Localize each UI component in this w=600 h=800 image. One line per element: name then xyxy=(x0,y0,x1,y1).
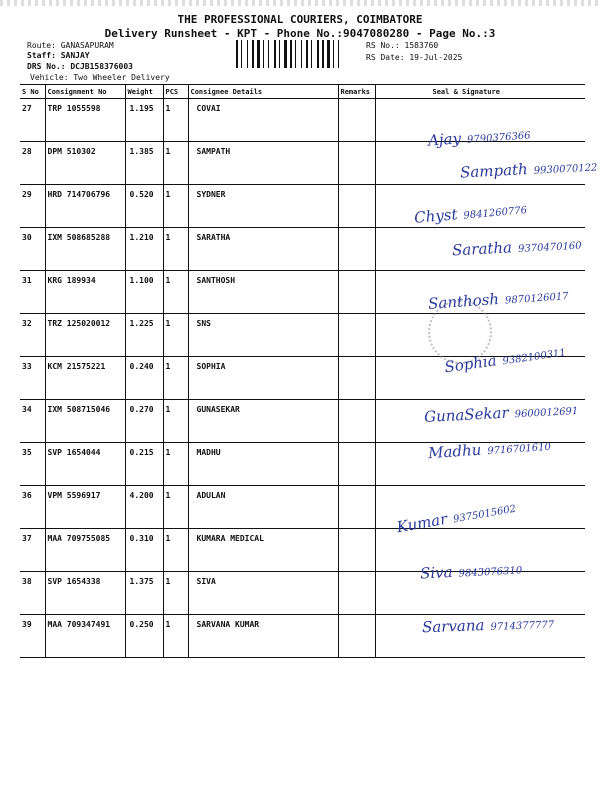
signature-phone: 9375015602 xyxy=(452,503,517,526)
cell-remarks xyxy=(338,185,375,228)
cell-consignee: SOPHIA xyxy=(188,357,338,400)
signature-name: Madhu xyxy=(427,440,482,463)
cell-remarks xyxy=(338,357,375,400)
cell-remarks xyxy=(338,99,375,142)
signature-phone: 9843076310 xyxy=(458,565,523,580)
cell-remarks xyxy=(338,443,375,486)
cell-consignee: SYDNER xyxy=(188,185,338,228)
cell-consignment: IXM 508685288 xyxy=(45,228,125,271)
cell-remarks xyxy=(338,271,375,314)
cell-sno: 31 xyxy=(20,271,45,314)
col-consignment: Consignment No xyxy=(45,85,125,99)
table-row xyxy=(20,142,585,185)
cell-consignee: KUMARA MEDICAL xyxy=(188,529,338,572)
table-row xyxy=(20,443,585,486)
signature-phone: 9716701610 xyxy=(487,441,552,458)
rs-number: RS No.: 1583760 xyxy=(366,41,439,50)
route-label: Route: GANASAPURAM xyxy=(27,41,114,50)
signature-phone: 9930070122 xyxy=(533,162,598,177)
cell-weight: 0.240 xyxy=(125,357,163,400)
signature-name: Sophia xyxy=(443,351,498,377)
cell-signature xyxy=(375,529,585,572)
cell-consignee: SARVANA KUMAR xyxy=(188,615,338,658)
cell-consignee: ADULAN xyxy=(188,486,338,529)
staff-label: Staff: SANJAY xyxy=(27,51,90,60)
cell-sno: 32 xyxy=(20,314,45,357)
signature-name: Chyst xyxy=(413,205,459,227)
cell-remarks xyxy=(338,228,375,271)
col-remarks: Remarks xyxy=(338,85,375,99)
cell-pcs: 1 xyxy=(163,271,188,314)
cell-consignment: TRP 1055598 xyxy=(45,99,125,142)
cell-sno: 33 xyxy=(20,357,45,400)
signature-name: Kumar xyxy=(395,509,449,537)
cell-sno: 35 xyxy=(20,443,45,486)
cell-remarks xyxy=(338,572,375,615)
col-weight: Weight xyxy=(125,85,163,99)
cell-consignee: COVAI xyxy=(188,99,338,142)
cell-remarks xyxy=(338,314,375,357)
cell-weight: 1.100 xyxy=(125,271,163,314)
table-row xyxy=(20,99,585,142)
cell-consignment: SVP 1654338 xyxy=(45,572,125,615)
cell-consignee: SARATHA xyxy=(188,228,338,271)
cell-signature xyxy=(375,99,585,142)
cell-weight: 0.250 xyxy=(125,615,163,658)
cell-signature xyxy=(375,142,585,185)
cell-pcs: 1 xyxy=(163,99,188,142)
signature-phone: 9600012691 xyxy=(514,405,579,421)
cell-consignment: SVP 1654044 xyxy=(45,443,125,486)
table-header-row xyxy=(20,85,585,99)
table-row xyxy=(20,314,585,357)
cell-consignee: SANTHOSH xyxy=(188,271,338,314)
cell-consignee: GUNASEKAR xyxy=(188,400,338,443)
table-row xyxy=(20,615,585,658)
cell-remarks xyxy=(338,615,375,658)
cell-consignment: DPM 510302 xyxy=(45,142,125,185)
cell-consignment: KCM 21575221 xyxy=(45,357,125,400)
table-row xyxy=(20,572,585,615)
cell-consignment: MAA 709755085 xyxy=(45,529,125,572)
cell-remarks xyxy=(338,400,375,443)
company-title: THE PROFESSIONAL COURIERS, COIMBATORE xyxy=(177,13,423,26)
cell-weight: 1.225 xyxy=(125,314,163,357)
cell-pcs: 1 xyxy=(163,142,188,185)
cell-pcs: 1 xyxy=(163,400,188,443)
cell-signature xyxy=(375,400,585,443)
cell-signature xyxy=(375,486,585,529)
cell-pcs: 1 xyxy=(163,185,188,228)
cell-weight: 1.195 xyxy=(125,99,163,142)
cell-pcs: 1 xyxy=(163,357,188,400)
cell-signature xyxy=(375,615,585,658)
signature-name: Sarvana xyxy=(421,616,485,637)
col-seal-signature: Seal & Signature xyxy=(375,85,585,99)
cell-weight: 1.375 xyxy=(125,572,163,615)
cell-weight: 1.210 xyxy=(125,228,163,271)
cell-pcs: 1 xyxy=(163,572,188,615)
cell-weight: 0.520 xyxy=(125,185,163,228)
signature-name: Sampath xyxy=(459,160,529,182)
signature-phone: 9382100311 xyxy=(501,347,567,368)
signature-name: GunaSekar xyxy=(423,403,510,427)
cell-consignee: SIVA xyxy=(188,572,338,615)
cell-signature xyxy=(375,271,585,314)
cell-sno: 29 xyxy=(20,185,45,228)
cell-signature xyxy=(375,185,585,228)
cell-consignment: HRD 714706796 xyxy=(45,185,125,228)
cell-pcs: 1 xyxy=(163,314,188,357)
signature-name: Saratha xyxy=(451,238,513,260)
col-sno: S No xyxy=(20,85,45,99)
runsheet-table xyxy=(20,84,585,658)
cell-sno: 28 xyxy=(20,142,45,185)
cell-weight: 0.310 xyxy=(125,529,163,572)
cell-consignee: SAMPATH xyxy=(188,142,338,185)
cell-pcs: 1 xyxy=(163,529,188,572)
col-consignee: Consignee Details xyxy=(188,85,338,99)
cell-consignment: KRG 189934 xyxy=(45,271,125,314)
cell-consignment: TRZ 125020012 xyxy=(45,314,125,357)
cell-pcs: 1 xyxy=(163,615,188,658)
cell-consignment: VPM 5596917 xyxy=(45,486,125,529)
cell-pcs: 1 xyxy=(163,486,188,529)
table-row xyxy=(20,357,585,400)
cell-sno: 37 xyxy=(20,529,45,572)
cell-consignee: SNS xyxy=(188,314,338,357)
cell-consignee: MADHU xyxy=(188,443,338,486)
cell-weight: 1.385 xyxy=(125,142,163,185)
cell-pcs: 1 xyxy=(163,443,188,486)
cell-sno: 34 xyxy=(20,400,45,443)
cell-signature xyxy=(375,572,585,615)
table-row xyxy=(20,486,585,529)
cell-consignment: IXM 508715046 xyxy=(45,400,125,443)
signature-phone: 9790376366 xyxy=(466,130,531,146)
cell-weight: 0.270 xyxy=(125,400,163,443)
barcode-icon xyxy=(236,40,360,68)
cell-sno: 27 xyxy=(20,99,45,142)
cell-signature xyxy=(375,440,585,486)
col-pcs: PCS xyxy=(163,85,188,99)
table-row xyxy=(20,228,585,271)
signature-phone: 9841260776 xyxy=(463,205,528,222)
signature-phone: 9870126017 xyxy=(504,291,569,307)
cell-remarks xyxy=(338,142,375,185)
cell-sno: 38 xyxy=(20,572,45,615)
scan-edge xyxy=(0,0,600,6)
cell-consignment: MAA 709347491 xyxy=(45,615,125,658)
signature-name: Santhosh xyxy=(427,289,500,313)
signature-name: Ajay xyxy=(427,129,462,150)
cell-sno: 36 xyxy=(20,486,45,529)
signature-phone: 9714377777 xyxy=(490,619,555,633)
drs-number: DRS No.: DCJB158376003 xyxy=(27,62,133,71)
table-row xyxy=(20,271,585,314)
rs-date: RS Date: 19-Jul-2025 xyxy=(366,53,463,62)
cell-weight: 4.200 xyxy=(125,486,163,529)
cell-pcs: 1 xyxy=(163,228,188,271)
cell-remarks xyxy=(338,529,375,572)
cell-remarks xyxy=(338,486,375,529)
vehicle-label: Vehicle: Two Wheeler Delivery xyxy=(30,73,170,82)
table-row xyxy=(20,529,585,572)
cell-sno: 39 xyxy=(20,615,45,658)
cell-signature xyxy=(375,357,585,400)
signature-phone: 9370470160 xyxy=(517,240,582,255)
cell-sno: 30 xyxy=(20,228,45,271)
runsheet-subtitle: Delivery Runsheet - KPT - Phone No.:9047080280 - Page No.:3 xyxy=(104,27,496,40)
cell-signature xyxy=(375,314,585,357)
signature-name: Siva xyxy=(419,562,453,583)
table-row xyxy=(20,185,585,228)
cell-weight: 0.215 xyxy=(125,443,163,486)
cell-signature xyxy=(375,228,585,271)
table-row xyxy=(20,400,585,443)
